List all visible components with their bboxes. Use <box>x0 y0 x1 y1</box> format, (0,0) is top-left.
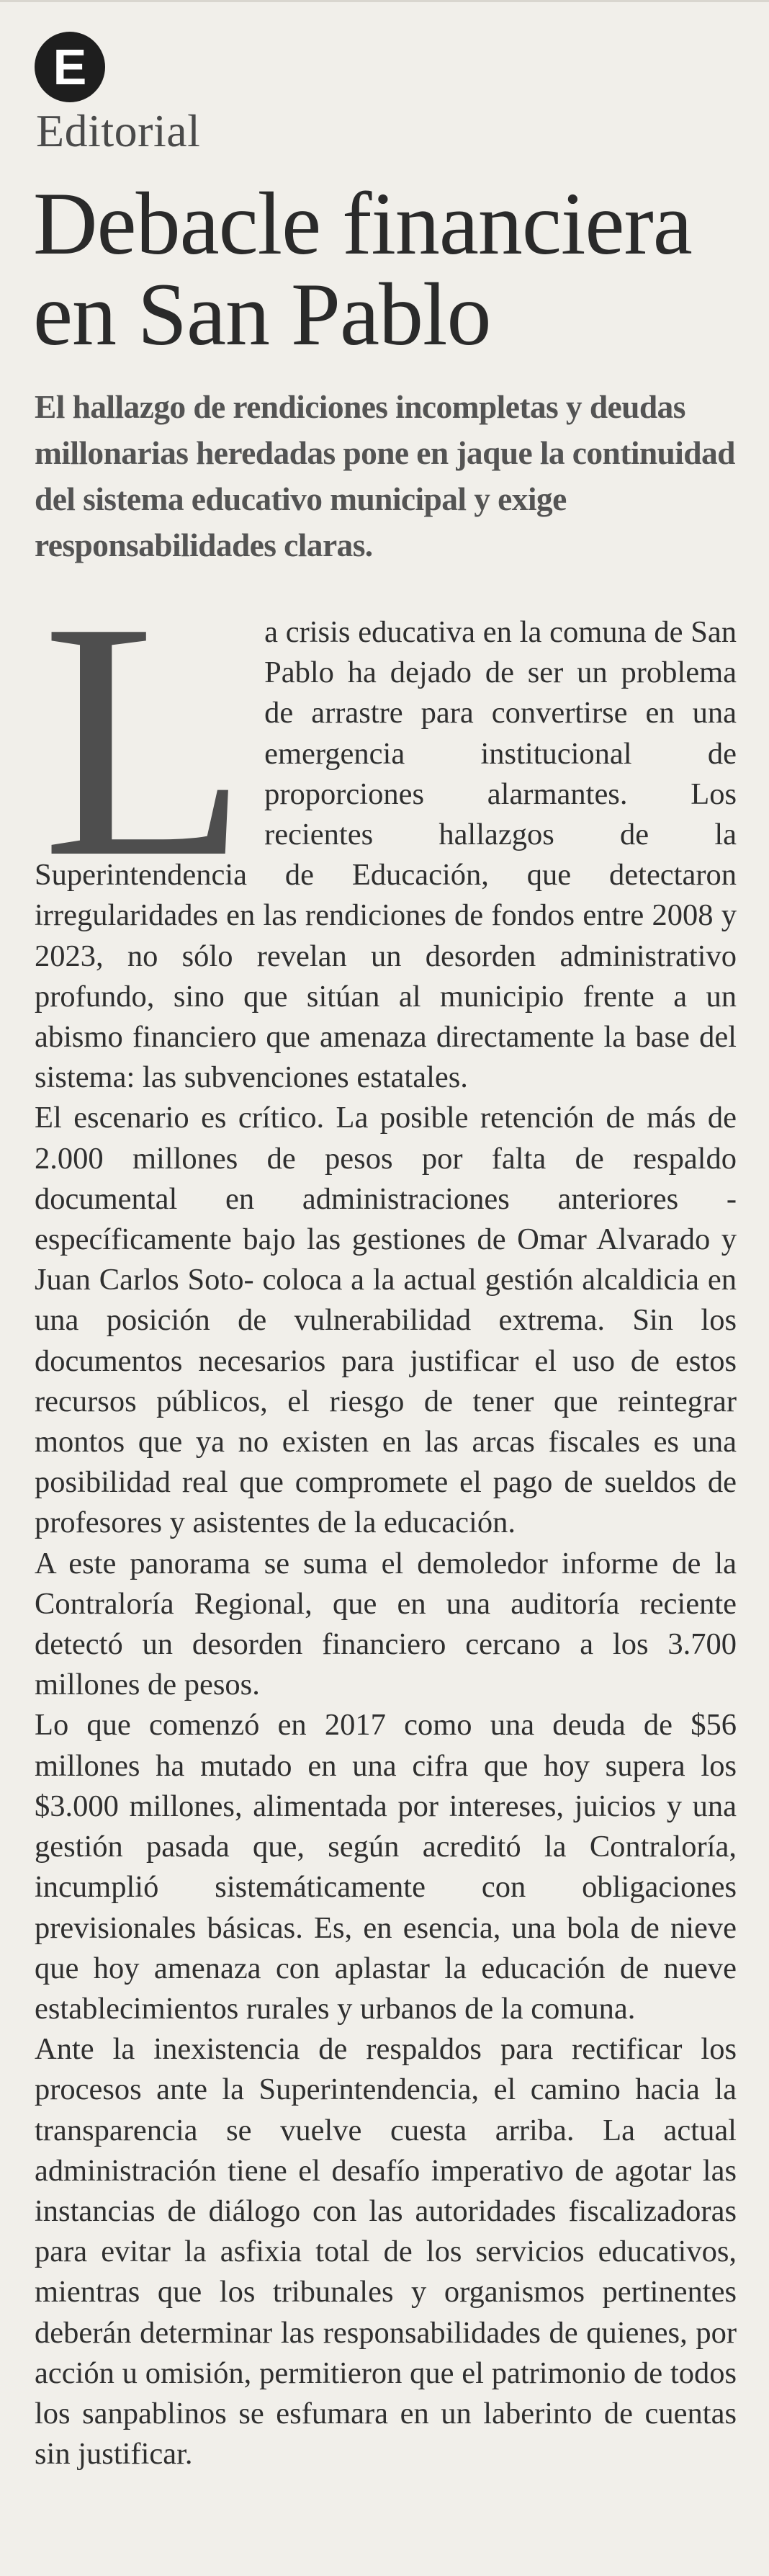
section-label: Editorial <box>36 105 201 156</box>
body-paragraph: Ante la inexistencia de respaldos para rectificar los procesos ante la Superintendencia, el camino hacia la transparencia se vuelve cuesta arriba. La actual administración tiene el desafío imperativo de agotar las instancias de diálogo con las autoridades fiscalizadoras para evitar la asfixia total de los servicios educativos, mientras que los tribunales y organismos pertinentes deberán determinar las responsabilidades de quienes, por acción u omisión, permitieron que el patrimonio de todos los sanpablinos se esfumara en un laberinto de cuentas sin justificar. <box>35 2032 737 2472</box>
article-body <box>35 552 737 2474</box>
drop-cap: L <box>42 552 249 927</box>
standfirst: El hallazgo de rendiciones incompletas y deudas millonarias heredadas pone en jaque la continuidad del sistema educativo municipal y exige responsabilidades claras. <box>35 388 735 563</box>
body-paragraph: El escenario es crítico. La posible retención de más de 2.000 millones de pesos por falta de respaldo documental en administraciones anteriores -específicamente bajo las gestiones de Omar Alvarado y Juan Carlos Soto- coloca a la actual gestión alcaldicia en una posición de vulnerabilidad extrema. Sin los documentos necesarios para justificar el uso de estos recursos públicos, el riesgo de tener que reintegrar montos que ya no existen en las arcas fiscales es una posibilidad real que compromete el pago de sueldos de profesores y asistentes de la educación. <box>35 1101 737 1540</box>
editorial-badge-icon: E <box>35 32 105 102</box>
headline: Debacle financiera en San Pablo <box>33 174 692 364</box>
body-paragraph: A este panorama se suma el demoledor informe de la Contraloría Regional, que en una auditoría reciente detectó un desorden financiero cercano a los 3.700 millones de pesos. <box>35 1546 737 1702</box>
body-paragraph: Lo que comenzó en 2017 como una deuda de $56 millones ha mutado en una cifra que hoy supera los $3.000 millones, alimentada por intereses, juicios y una gestión pasada que, según acreditó la Contraloría, incumplió sistemáticamente con obligaciones previsionales básicas. Es, en esencia, una bola de nieve que hoy amenaza con aplastar la educación de nueve establecimientos rurales y urbanos de la comuna. <box>35 1708 737 2026</box>
paragraph-text: a crisis educativa en la comuna de San Pablo ha dejado de ser un problema de arrastre para convertirse en una emergencia institucional de proporciones alarmantes. Los recientes hallazgos de la Superintendencia de Educación, que detectaron irregularidades en las rendiciones de fondos entre 2008 y 2023, no sólo revelan un desorden administrativo profundo, sino que sitúan al municipio frente a un abismo financiero que amenaza directamente la base del sistema: las subvenciones estatales. <box>35 615 737 1095</box>
body-paragraph <box>35 552 737 1098</box>
top-rule <box>0 0 769 2</box>
